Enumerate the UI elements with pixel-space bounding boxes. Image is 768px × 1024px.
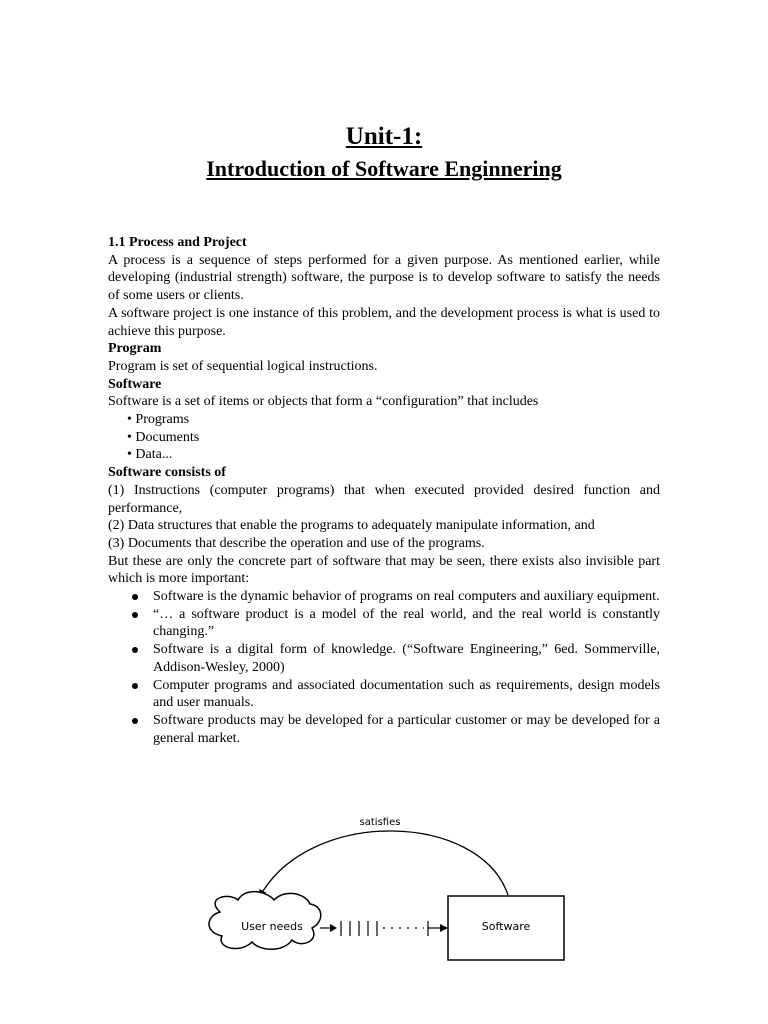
list-item: (3) Documents that describe the operation and use of the programs.: [108, 535, 485, 551]
software-heading: Software: [108, 376, 162, 392]
invisible-part-intro: But these are only the concrete part of software that may be seen, there exists also invisible part which is more important:: [108, 553, 660, 587]
consists-list: [108, 482, 660, 553]
software-definition: Software is a set of items or objects that form a “configuration” that includes: [108, 394, 539, 410]
list-item: • Data...: [127, 447, 173, 463]
program-heading: Program: [108, 341, 162, 357]
satisfies-label: satisfies: [359, 817, 401, 828]
list-item: Software products may be developed for a particular customer or may be developed for a general market.: [108, 712, 660, 747]
process-paragraph: A process is a sequence of steps performed for a given purpose. As mentioned earlier, while developing (industrial strength) software, the purpose is to develop software to satisfy the needs of some users or clients.: [108, 252, 660, 304]
list-item: • Programs: [127, 412, 190, 428]
needs-software-diagram: [200, 812, 580, 972]
section-heading: 1.1 Process and Project: [108, 235, 247, 250]
invisible-part-list: [108, 588, 660, 747]
satisfies-arc: [260, 831, 508, 896]
list-item: • Documents: [127, 429, 200, 445]
project-paragraph: A software project is one instance of this problem, and the development process is what is used to achieve this purpose.: [108, 305, 660, 339]
software-items-list: [108, 411, 660, 464]
document-body: [108, 234, 660, 747]
list-item: (2) Data structures that enable the programs to adequately manipulate information, and: [108, 518, 595, 534]
software-box-label: Software: [481, 920, 531, 933]
list-item: Software is a digital form of knowledge. (“Software Engineering,” 6ed. Sommerville, Addison-Wesley, 2000): [108, 641, 660, 676]
unit-title: Unit-1:: [345, 123, 423, 150]
page-title: Introduction of Software Enginnering: [206, 156, 562, 181]
list-item: Computer programs and associated documentation such as requirements, design models and user manuals.: [108, 677, 660, 712]
user-needs-label: User needs: [241, 920, 303, 933]
list-item: “… a software product is a model of the real world, and the real world is constantly changing.”: [108, 606, 660, 641]
list-item: Software is the dynamic behavior of programs on real computers and auxiliary equipment.: [108, 588, 660, 606]
consists-heading: Software consists of: [108, 465, 226, 481]
program-definition: Program is set of sequential logical instructions.: [108, 358, 378, 374]
progress-connector: [320, 921, 448, 936]
list-item: (1) Instructions (computer programs) that when executed provided desired function and performance,: [108, 482, 660, 516]
